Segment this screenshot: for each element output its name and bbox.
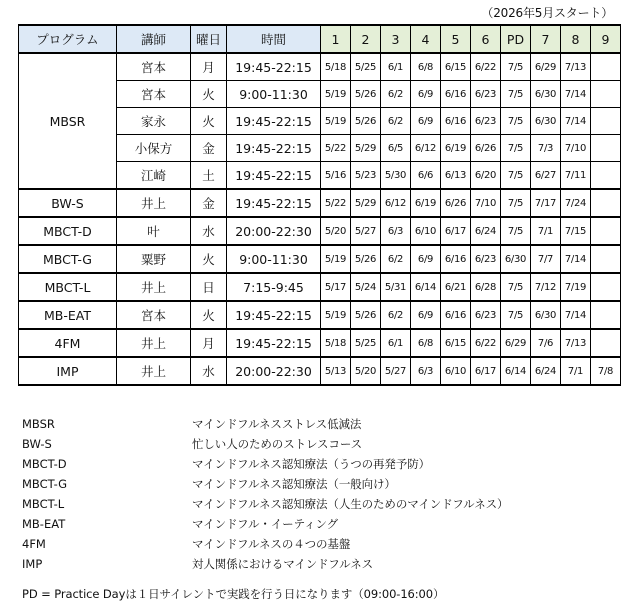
- day-cell: 月: [191, 53, 227, 81]
- session-date-cell: 5/18: [321, 329, 351, 357]
- session-date-cell: 7/6: [531, 329, 561, 357]
- legend-code: MBCT-D: [22, 457, 67, 471]
- session-date-cell: 6/19: [411, 189, 441, 217]
- session-date-cell: 7/5: [501, 162, 531, 190]
- teacher-cell: 小保方: [117, 135, 191, 162]
- legend-code: BW-S: [22, 437, 52, 451]
- session-date-cell: 6/3: [411, 357, 441, 385]
- schedule-table: [18, 24, 621, 386]
- session-date-cell: 7/5: [501, 217, 531, 245]
- session-date-cell: 7/5: [501, 273, 531, 301]
- day-cell: 月: [191, 329, 227, 357]
- teacher-cell: 井上: [117, 329, 191, 357]
- day-cell: 火: [191, 108, 227, 135]
- session-date-cell: 5/25: [351, 53, 381, 81]
- session-date-cell: 5/29: [351, 135, 381, 162]
- practice-day-footnote: PD = Practice Dayは１日サイレントで実践を行う日になります（09:00-16:00）: [22, 587, 445, 601]
- day-cell: 水: [191, 357, 227, 385]
- session-date-cell: [591, 108, 621, 135]
- session-date-cell: [591, 273, 621, 301]
- session-date-cell: 5/13: [321, 357, 351, 385]
- day-cell: 土: [191, 162, 227, 190]
- time-cell: 19:45-22:15: [227, 162, 321, 190]
- session-date-cell: 5/27: [381, 357, 411, 385]
- session-date-cell: 7/14: [561, 245, 591, 273]
- session-date-cell: 6/12: [381, 189, 411, 217]
- schedule-row: [19, 357, 621, 385]
- session-date-cell: 6/14: [501, 357, 531, 385]
- teacher-cell: 叶: [117, 217, 191, 245]
- session-date-cell: 6/30: [501, 245, 531, 273]
- session-date-cell: 6/2: [381, 245, 411, 273]
- session-date-cell: 5/17: [321, 273, 351, 301]
- day-cell: 火: [191, 245, 227, 273]
- session-date-cell: 7/17: [531, 189, 561, 217]
- header-time: 時間: [227, 25, 321, 53]
- session-date-cell: 7/5: [501, 108, 531, 135]
- session-date-cell: 6/8: [411, 53, 441, 81]
- session-date-cell: 6/9: [411, 301, 441, 329]
- time-cell: 19:45-22:15: [227, 301, 321, 329]
- time-cell: 7:15-9:45: [227, 273, 321, 301]
- legend-item: [22, 554, 622, 574]
- session-date-cell: 7/14: [561, 81, 591, 108]
- session-date-cell: 6/30: [531, 81, 561, 108]
- session-date-cell: 6/16: [441, 301, 471, 329]
- session-date-cell: 5/23: [351, 162, 381, 190]
- header-session-pd: PD: [501, 25, 531, 53]
- session-date-cell: 6/5: [381, 135, 411, 162]
- session-date-cell: [591, 135, 621, 162]
- session-date-cell: 7/1: [561, 357, 591, 385]
- session-date-cell: 5/22: [321, 135, 351, 162]
- session-date-cell: 7/5: [501, 81, 531, 108]
- teacher-cell: 井上: [117, 189, 191, 217]
- legend-item: [22, 494, 622, 514]
- session-date-cell: 6/10: [411, 217, 441, 245]
- session-date-cell: 6/23: [471, 81, 501, 108]
- legend-desc: マインドフルネス認知療法（人生のためのマインドフルネス）: [192, 497, 509, 511]
- session-date-cell: 6/9: [411, 108, 441, 135]
- header-session-6: 6: [471, 25, 501, 53]
- day-cell: 火: [191, 81, 227, 108]
- session-date-cell: 6/9: [411, 81, 441, 108]
- session-date-cell: 5/19: [321, 245, 351, 273]
- session-date-cell: 6/27: [531, 162, 561, 190]
- session-date-cell: 6/6: [411, 162, 441, 190]
- time-cell: 19:45-22:15: [227, 108, 321, 135]
- day-cell: 日: [191, 273, 227, 301]
- program-name: MBSR: [19, 53, 117, 189]
- teacher-cell: 江崎: [117, 162, 191, 190]
- session-date-cell: 5/31: [381, 273, 411, 301]
- legend-item: [22, 434, 622, 454]
- session-date-cell: 5/26: [351, 108, 381, 135]
- session-date-cell: [591, 301, 621, 329]
- session-date-cell: 5/19: [321, 81, 351, 108]
- teacher-cell: 宮本: [117, 301, 191, 329]
- session-date-cell: 6/13: [441, 162, 471, 190]
- header-session-9: 9: [591, 25, 621, 53]
- program-name: IMP: [19, 357, 117, 385]
- session-date-cell: 6/30: [531, 301, 561, 329]
- session-date-cell: 7/7: [531, 245, 561, 273]
- session-date-cell: 6/23: [471, 108, 501, 135]
- session-date-cell: 7/14: [561, 301, 591, 329]
- session-date-cell: 7/5: [501, 189, 531, 217]
- session-date-cell: 7/5: [501, 53, 531, 81]
- program-name: 4FM: [19, 329, 117, 357]
- session-date-cell: 6/14: [411, 273, 441, 301]
- time-cell: 19:45-22:15: [227, 53, 321, 81]
- session-date-cell: 6/21: [441, 273, 471, 301]
- legend-item: [22, 534, 622, 554]
- day-cell: 金: [191, 135, 227, 162]
- day-cell: 水: [191, 217, 227, 245]
- legend-code: MBSR: [22, 417, 55, 431]
- session-date-cell: 6/24: [471, 217, 501, 245]
- legend-desc: マインドフル・イーティング: [192, 517, 339, 531]
- program-name: MBCT-L: [19, 273, 117, 301]
- session-date-cell: 7/24: [561, 189, 591, 217]
- legend-desc: マインドフルネス認知療法（うつの再発予防）: [192, 457, 431, 471]
- time-cell: 20:00-22:30: [227, 357, 321, 385]
- session-date-cell: [591, 217, 621, 245]
- schedule-row: [19, 245, 621, 273]
- legend-item: [22, 474, 622, 494]
- teacher-cell: 井上: [117, 357, 191, 385]
- session-date-cell: 7/12: [531, 273, 561, 301]
- session-date-cell: [591, 245, 621, 273]
- session-date-cell: 5/19: [321, 108, 351, 135]
- session-date-cell: 5/27: [351, 217, 381, 245]
- session-date-cell: 7/5: [501, 135, 531, 162]
- session-date-cell: 6/16: [441, 81, 471, 108]
- session-date-cell: 6/29: [531, 53, 561, 81]
- header-session-2: 2: [351, 25, 381, 53]
- session-date-cell: [591, 81, 621, 108]
- session-date-cell: 5/30: [381, 162, 411, 190]
- teacher-cell: 井上: [117, 273, 191, 301]
- session-date-cell: 6/28: [471, 273, 501, 301]
- legend-code: MB-EAT: [22, 517, 66, 531]
- teacher-cell: 粟野: [117, 245, 191, 273]
- schedule-row: [19, 189, 621, 217]
- session-date-cell: 6/9: [411, 245, 441, 273]
- schedule-row: [19, 53, 621, 81]
- session-date-cell: 6/8: [411, 329, 441, 357]
- schedule-row: [19, 217, 621, 245]
- session-date-cell: 6/10: [441, 357, 471, 385]
- header-teacher: 講師: [117, 25, 191, 53]
- session-date-cell: 6/3: [381, 217, 411, 245]
- legend-desc: 忙しい人のためのストレスコース: [192, 437, 363, 451]
- session-date-cell: [591, 162, 621, 190]
- header-session-3: 3: [381, 25, 411, 53]
- session-date-cell: 6/20: [471, 162, 501, 190]
- teacher-cell: 宮本: [117, 53, 191, 81]
- session-date-cell: [591, 53, 621, 81]
- session-date-cell: 7/19: [561, 273, 591, 301]
- program-name: BW-S: [19, 189, 117, 217]
- session-date-cell: 6/2: [381, 301, 411, 329]
- legend-desc: マインドフルネス認知療法（一般向け）: [192, 477, 396, 491]
- session-date-cell: 7/5: [501, 301, 531, 329]
- session-date-cell: 7/8: [591, 357, 621, 385]
- time-cell: 9:00-11:30: [227, 245, 321, 273]
- session-date-cell: 6/23: [471, 301, 501, 329]
- session-date-cell: 7/10: [471, 189, 501, 217]
- session-date-cell: 6/26: [441, 189, 471, 217]
- session-date-cell: 5/18: [321, 53, 351, 81]
- session-date-cell: 7/13: [561, 53, 591, 81]
- session-date-cell: 6/16: [441, 108, 471, 135]
- session-date-cell: 6/22: [471, 53, 501, 81]
- session-date-cell: 5/19: [321, 301, 351, 329]
- start-note: （2026年5月スタート）: [481, 6, 613, 20]
- time-cell: 19:45-22:15: [227, 135, 321, 162]
- session-date-cell: 5/16: [321, 162, 351, 190]
- time-cell: 9:00-11:30: [227, 81, 321, 108]
- legend-code: 4FM: [22, 537, 46, 551]
- session-date-cell: 6/12: [411, 135, 441, 162]
- header-session-8: 8: [561, 25, 591, 53]
- session-date-cell: 6/26: [471, 135, 501, 162]
- program-name: MBCT-D: [19, 217, 117, 245]
- session-date-cell: 6/15: [441, 329, 471, 357]
- session-date-cell: 7/11: [561, 162, 591, 190]
- session-date-cell: 7/3: [531, 135, 561, 162]
- header-row: [19, 25, 621, 53]
- session-date-cell: 6/29: [501, 329, 531, 357]
- session-date-cell: 7/13: [561, 329, 591, 357]
- session-date-cell: 5/20: [321, 217, 351, 245]
- header-day: 曜日: [191, 25, 227, 53]
- program-name: MB-EAT: [19, 301, 117, 329]
- session-date-cell: 6/30: [531, 108, 561, 135]
- header-session-1: 1: [321, 25, 351, 53]
- session-date-cell: [591, 189, 621, 217]
- legend-code: IMP: [22, 557, 43, 571]
- legend-desc: マインドフルネスストレス低減法: [192, 417, 362, 431]
- legend-item: [22, 454, 622, 474]
- session-date-cell: 7/1: [531, 217, 561, 245]
- schedule-body: [19, 53, 621, 385]
- session-date-cell: 6/2: [381, 81, 411, 108]
- session-date-cell: 6/23: [471, 245, 501, 273]
- time-cell: 19:45-22:15: [227, 189, 321, 217]
- session-date-cell: 5/26: [351, 245, 381, 273]
- day-cell: 火: [191, 301, 227, 329]
- session-date-cell: 6/1: [381, 329, 411, 357]
- schedule-row: [19, 329, 621, 357]
- session-date-cell: 6/2: [381, 108, 411, 135]
- session-date-cell: 7/14: [561, 108, 591, 135]
- legend-desc: 対人関係におけるマインドフルネス: [192, 557, 374, 571]
- teacher-cell: 宮本: [117, 81, 191, 108]
- time-cell: 19:45-22:15: [227, 329, 321, 357]
- header-session-5: 5: [441, 25, 471, 53]
- teacher-cell: 家永: [117, 108, 191, 135]
- header-session-4: 4: [411, 25, 441, 53]
- session-date-cell: 6/15: [441, 53, 471, 81]
- session-date-cell: 6/19: [441, 135, 471, 162]
- legend-item: [22, 514, 622, 534]
- session-date-cell: 5/26: [351, 301, 381, 329]
- session-date-cell: 5/20: [351, 357, 381, 385]
- legend-code: MBCT-G: [22, 477, 68, 491]
- schedule-row: [19, 301, 621, 329]
- session-date-cell: 6/1: [381, 53, 411, 81]
- session-date-cell: 6/22: [471, 329, 501, 357]
- session-date-cell: 6/17: [441, 217, 471, 245]
- legend-desc: マインドフルネスの４つの基盤: [192, 537, 351, 551]
- session-date-cell: 5/24: [351, 273, 381, 301]
- session-date-cell: 5/26: [351, 81, 381, 108]
- legend-code: MBCT-L: [22, 497, 65, 511]
- session-date-cell: 6/17: [471, 357, 501, 385]
- session-date-cell: 7/10: [561, 135, 591, 162]
- header-program: プログラム: [19, 25, 117, 53]
- program-name: MBCT-G: [19, 245, 117, 273]
- session-date-cell: [591, 329, 621, 357]
- session-date-cell: 5/25: [351, 329, 381, 357]
- day-cell: 金: [191, 189, 227, 217]
- session-date-cell: 6/16: [441, 245, 471, 273]
- session-date-cell: 5/29: [351, 189, 381, 217]
- session-date-cell: 5/22: [321, 189, 351, 217]
- legend-item: [22, 414, 622, 434]
- legend: [22, 414, 622, 574]
- header-session-7: 7: [531, 25, 561, 53]
- session-date-cell: 6/24: [531, 357, 561, 385]
- schedule-row: [19, 273, 621, 301]
- time-cell: 20:00-22:30: [227, 217, 321, 245]
- session-date-cell: 7/15: [561, 217, 591, 245]
